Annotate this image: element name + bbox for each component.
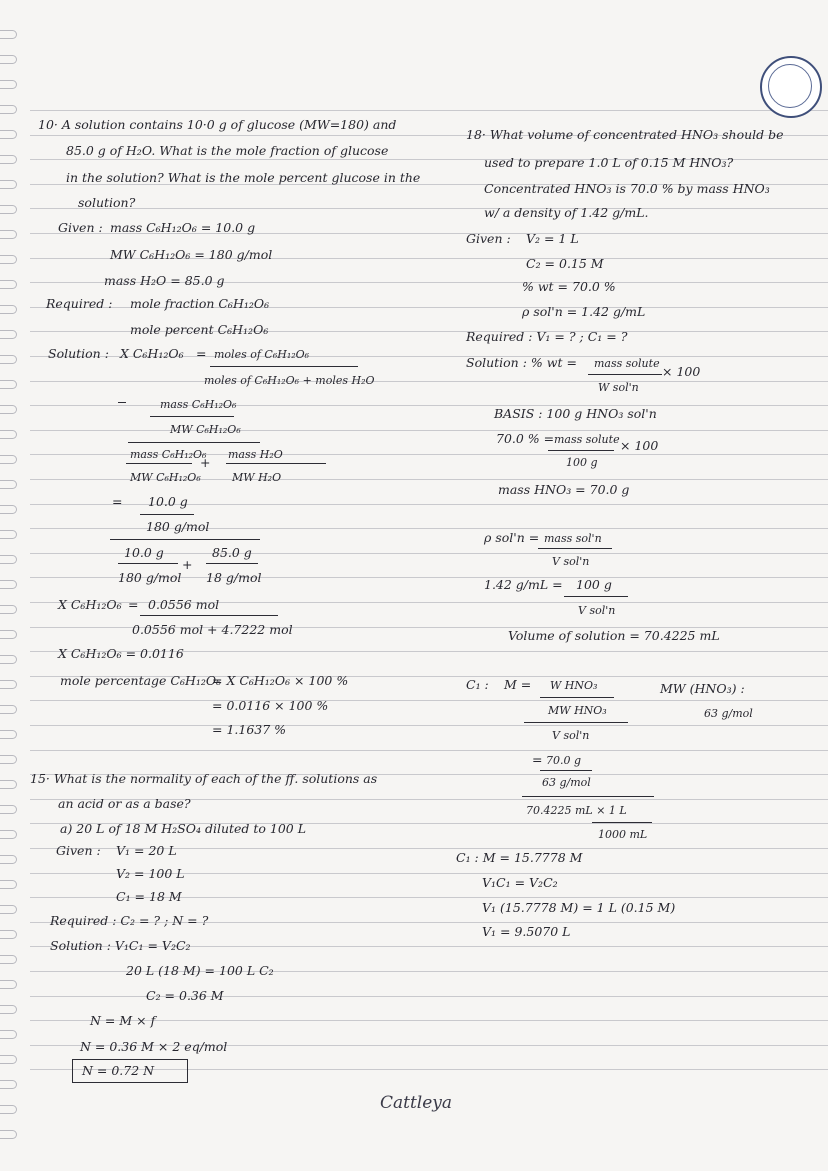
solution-label: Solution : bbox=[48, 346, 109, 361]
fraction-5a-numerator: 10.0 g bbox=[124, 545, 164, 560]
dilution-formula: V₁C₁ = V₂C₂ bbox=[482, 875, 558, 890]
spiral-ring bbox=[0, 430, 17, 439]
solution-label-18: Solution : % wt = bbox=[466, 355, 577, 370]
basis-step-left: 70.0 % = bbox=[496, 431, 555, 446]
fraction-6-numerator: 0.0556 mol bbox=[148, 597, 220, 612]
given-v1: V₁ = 20 L bbox=[116, 843, 177, 858]
times-100: × 100 bbox=[662, 364, 701, 379]
problem-15-line-1: 15· What is the normality of each of the ff. solutions as bbox=[30, 771, 378, 786]
spiral-ring bbox=[0, 180, 17, 189]
spiral-ring bbox=[0, 55, 17, 64]
problem-15-part-a: a) 20 L of 18 M H₂SO₄ diluted to 100 L bbox=[60, 821, 307, 836]
molarity-inner-denominator: MW HNO₃ bbox=[548, 704, 607, 717]
fraction-5a-denominator: 180 g/mol bbox=[118, 570, 182, 585]
normality-answer: N = 0.72 N bbox=[82, 1063, 155, 1078]
spiral-ring bbox=[0, 655, 17, 664]
problem-10-line-4: solution? bbox=[78, 195, 136, 210]
spiral-ring bbox=[0, 1105, 17, 1114]
mole-percentage-step-1: = X C₆H₁₂O₆ × 100 % bbox=[212, 673, 349, 688]
given-wt-18: % wt = 70.0 % bbox=[522, 279, 616, 294]
spiral-ring bbox=[0, 805, 17, 814]
calc-numerator-2: 63 g/mol bbox=[542, 776, 591, 789]
spiral-ring bbox=[0, 780, 17, 789]
spiral-ring bbox=[0, 1030, 17, 1039]
problem-18-line-3: Concentrated HNO₃ is 70.0 % by mass HNO₃ bbox=[484, 181, 770, 196]
spiral-ring bbox=[0, 230, 17, 239]
given-v2-18: V₂ = 1 L bbox=[526, 231, 579, 246]
spiral-ring bbox=[0, 505, 17, 514]
mole-percentage-result: = 1.1637 % bbox=[212, 722, 287, 737]
problem-10-line-2: 85.0 g of H₂O. What is the mole fraction of glucose bbox=[66, 143, 389, 158]
calc-denominator-2: 1000 mL bbox=[598, 828, 648, 841]
mw-hno3-value: 63 g/mol bbox=[704, 707, 753, 720]
fraction-4-numerator: 10.0 g bbox=[148, 494, 188, 509]
spiral-ring bbox=[0, 580, 17, 589]
given-label-18: Given : bbox=[466, 231, 511, 246]
mass-hno3: mass HNO₃ = 70.0 g bbox=[498, 482, 630, 497]
calc-inner-bar bbox=[540, 770, 592, 771]
spiral-ring bbox=[0, 955, 17, 964]
plus-sign: + bbox=[200, 455, 211, 470]
x-glucose-label: X C₆H₁₂O₆ bbox=[120, 346, 184, 361]
given-mw-glucose: MW C₆H₁₂O₆ = 180 g/mol bbox=[110, 247, 273, 262]
spiral-ring bbox=[0, 705, 17, 714]
given-density-18: ρ sol'n = 1.42 g/mL bbox=[522, 304, 646, 319]
calc-unit-bar bbox=[592, 822, 652, 823]
spiral-ring bbox=[0, 30, 17, 39]
given-c1: C₁ = 18 M bbox=[116, 889, 182, 904]
x-glucose-label-2: X C₆H₁₂O₆ bbox=[58, 597, 122, 612]
density-step-left: 1.42 g/mL = bbox=[484, 577, 563, 592]
ruled-line bbox=[30, 381, 828, 382]
ruled-line bbox=[30, 405, 828, 406]
wt-fraction-bar bbox=[588, 374, 662, 375]
spiral-ring bbox=[0, 930, 17, 939]
fraction-1-bar bbox=[210, 366, 358, 367]
problem-18-line-2: used to prepare 1.0 L of 0.15 M HNO₃? bbox=[484, 155, 734, 170]
ruled-line bbox=[30, 430, 828, 431]
spiral-ring bbox=[0, 830, 17, 839]
spiral-ring bbox=[0, 355, 17, 364]
normality-formula: N = M × f bbox=[90, 1013, 156, 1028]
fraction-1-denominator: moles of C₆H₁₂O₆ + moles H₂O bbox=[204, 374, 375, 387]
spiral-ring bbox=[0, 630, 17, 639]
calc-equals: = bbox=[532, 752, 543, 767]
basis-fraction-numerator: mass solute bbox=[554, 433, 620, 446]
spiral-ring bbox=[0, 105, 17, 114]
mole-percentage-label: mole percentage C₆H₁₂O₆ bbox=[60, 673, 222, 688]
given-mass-glucose: mass C₆H₁₂O₆ = 10.0 g bbox=[110, 220, 256, 235]
cattleya-logo bbox=[760, 56, 822, 118]
solution-step-2-15: C₂ = 0.36 M bbox=[146, 988, 224, 1003]
density-bar bbox=[538, 548, 612, 549]
fraction-3b-numerator: mass H₂O bbox=[228, 448, 283, 461]
spiral-ring bbox=[0, 755, 17, 764]
spiral-ring bbox=[0, 155, 17, 164]
basis-fraction-denominator: 100 g bbox=[566, 456, 598, 469]
given-label: Given : bbox=[58, 220, 103, 235]
spiral-ring bbox=[0, 855, 17, 864]
density-step-denominator: V sol'n bbox=[578, 604, 616, 617]
fraction-5b-bar bbox=[206, 563, 258, 564]
solution-line-15: Solution : V₁C₁ = V₂C₂ bbox=[50, 938, 191, 953]
problem-18-line-4: w/ a density of 1.42 g/mL. bbox=[484, 205, 649, 220]
spiral-ring bbox=[0, 280, 17, 289]
spiral-ring bbox=[0, 205, 17, 214]
fraction-4-outer-bar bbox=[110, 539, 260, 540]
spiral-ring bbox=[0, 380, 17, 389]
fraction-4-bar bbox=[140, 514, 194, 515]
wt-fraction-numerator: mass solute bbox=[594, 357, 660, 370]
c1-result: C₁ : M = 15.7778 M bbox=[456, 850, 583, 865]
molarity-numerator: W HNO₃ bbox=[550, 679, 598, 692]
required-line-18: Required : V₁ = ? ; C₁ = ? bbox=[466, 329, 628, 344]
calc-numerator: 70.0 g bbox=[546, 754, 582, 767]
basis-times-100: × 100 bbox=[620, 438, 659, 453]
required-line-15: Required : C₂ = ? ; N = ? bbox=[50, 913, 209, 928]
fraction-2-bar bbox=[150, 416, 234, 417]
ruled-line bbox=[30, 750, 828, 751]
solution-step-1-15: 20 L (18 M) = 100 L C₂ bbox=[126, 963, 274, 978]
problem-15-line-2: an acid or as a base? bbox=[58, 796, 191, 811]
fraction-1-numerator: moles of C₆H₁₂O₆ bbox=[214, 348, 310, 361]
given-mass-water: mass H₂O = 85.0 g bbox=[104, 273, 225, 288]
plus-sign-2: + bbox=[182, 557, 193, 572]
molarity-label: M = bbox=[504, 677, 532, 692]
fraction-5b-numerator: 85.0 g bbox=[212, 545, 252, 560]
fraction-3a-bar bbox=[126, 463, 192, 464]
ruled-line bbox=[30, 110, 828, 111]
fraction-3a-denominator: MW C₆H₁₂O₆ bbox=[130, 471, 201, 484]
fraction-3b-denominator: MW H₂O bbox=[232, 471, 282, 484]
required-label: Required : bbox=[46, 296, 113, 311]
volume-answer: V₁ = 9.5070 L bbox=[482, 924, 571, 939]
c1-label: C₁ : bbox=[466, 677, 489, 692]
molarity-inner-bar bbox=[540, 697, 614, 698]
molarity-outer-denominator: V sol'n bbox=[552, 729, 590, 742]
ruled-line bbox=[30, 725, 828, 726]
density-step-numerator: 100 g bbox=[576, 577, 612, 592]
equals-sign-3: = bbox=[128, 597, 139, 612]
fraction-3a-numerator: mass C₆H₁₂O₆ bbox=[130, 448, 207, 461]
equals-sign: = bbox=[196, 346, 207, 361]
x-glucose-result: X C₆H₁₂O₆ = 0.0116 bbox=[58, 646, 184, 661]
given-v2: V₂ = 100 L bbox=[116, 866, 185, 881]
required-mole-percent: mole percent C₆H₁₂O₆ bbox=[130, 322, 269, 337]
signature: Cattleya bbox=[380, 1093, 453, 1113]
fraction-2-denominator: MW C₆H₁₂O₆ bbox=[170, 423, 241, 436]
density-step-bar bbox=[564, 596, 628, 597]
spiral-ring bbox=[0, 330, 17, 339]
spiral-ring bbox=[0, 455, 17, 464]
spiral-ring bbox=[0, 555, 17, 564]
wt-fraction-denominator: W sol'n bbox=[598, 381, 639, 394]
fraction-2-numerator: mass C₆H₁₂O₆ bbox=[160, 398, 237, 411]
spiral-ring bbox=[0, 905, 17, 914]
spiral-ring bbox=[0, 1005, 17, 1014]
required-mole-fraction: mole fraction C₆H₁₂O₆ bbox=[130, 296, 270, 311]
mw-hno3-label: MW (HNO₃) : bbox=[660, 681, 745, 696]
fraction-6-denominator: 0.0556 mol + 4.7222 mol bbox=[132, 622, 293, 637]
mole-percentage-step-2: = 0.0116 × 100 % bbox=[212, 698, 329, 713]
density-numerator: mass sol'n bbox=[544, 532, 602, 545]
spiral-ring bbox=[0, 1130, 17, 1139]
molarity-outer-bar bbox=[524, 722, 628, 723]
spiral-ring bbox=[0, 1080, 17, 1089]
spiral-ring bbox=[0, 730, 17, 739]
spiral-ring bbox=[0, 605, 17, 614]
fraction-2-outer-bar bbox=[128, 442, 260, 443]
problem-18-line-1: 18· What volume of concentrated HNO₃ should be bbox=[466, 127, 784, 142]
fraction-5a-bar bbox=[118, 563, 178, 564]
ruled-line bbox=[30, 208, 828, 209]
density-denominator: V sol'n bbox=[552, 555, 590, 568]
spiral-ring bbox=[0, 980, 17, 989]
fraction-5b-denominator: 18 g/mol bbox=[206, 570, 262, 585]
spiral-ring bbox=[0, 255, 17, 264]
density-label: ρ sol'n = bbox=[484, 530, 540, 545]
problem-10-line-1: 10· A solution contains 10·0 g of glucose (MW=180) and bbox=[38, 117, 397, 132]
spiral-ring bbox=[0, 305, 17, 314]
calc-outer-bar bbox=[522, 796, 654, 797]
basis-line: BASIS : 100 g HNO₃ sol'n bbox=[494, 406, 657, 421]
spiral-ring bbox=[0, 880, 17, 889]
ruled-line bbox=[30, 700, 828, 701]
basis-fraction-bar bbox=[548, 450, 614, 451]
equals-sign-2: = bbox=[112, 494, 123, 509]
spiral-ring bbox=[0, 130, 17, 139]
spiral-ring bbox=[0, 80, 17, 89]
given-label-15: Given : bbox=[56, 843, 101, 858]
dilution-substitution: V₁ (15.7778 M) = 1 L (0.15 M) bbox=[482, 900, 676, 915]
calc-denominator: 70.4225 mL × 1 L bbox=[526, 804, 627, 817]
fraction-4-denominator: 180 g/mol bbox=[146, 519, 210, 534]
fraction-6-bar bbox=[140, 615, 278, 616]
normality-substitution: N = 0.36 M × 2 eq/mol bbox=[80, 1039, 228, 1054]
spiral-ring bbox=[0, 680, 17, 689]
volume-of-solution: Volume of solution = 70.4225 mL bbox=[508, 628, 720, 643]
dash-mark bbox=[118, 402, 126, 403]
problem-10-line-3: in the solution? What is the mole percent glucose in the bbox=[66, 170, 421, 185]
spiral-ring bbox=[0, 530, 17, 539]
spiral-ring bbox=[0, 480, 17, 489]
given-c2-18: C₂ = 0.15 M bbox=[526, 256, 604, 271]
spiral-ring bbox=[0, 1055, 17, 1064]
fraction-3b-bar bbox=[226, 463, 326, 464]
spiral-ring bbox=[0, 405, 17, 414]
